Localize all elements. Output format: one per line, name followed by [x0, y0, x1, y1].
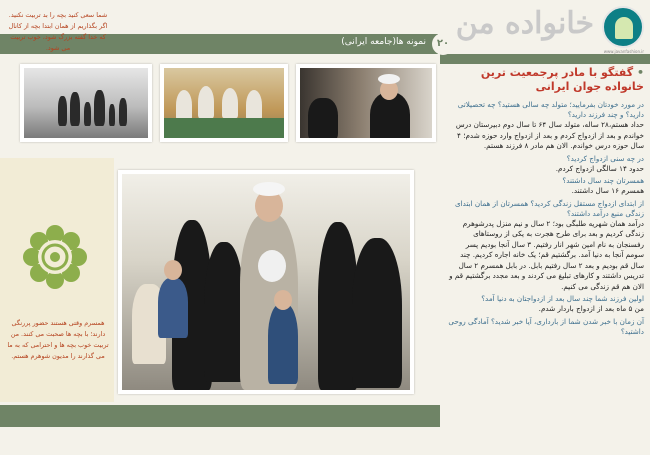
masthead	[440, 0, 650, 52]
sidebar-quote-bottom: همسرم وقتی هستند حضور پررنگی دارند؛ با بچه ها صحبت می کنند. من تربیت خوب بچه ها و احترامی که به ما می گذارند را مدیون شوهرم هستم.	[7, 319, 109, 360]
answer-5: من ۵ ماه بعد از ازدواج باردار شدم.	[538, 304, 644, 313]
family-silhouette-photo	[20, 64, 152, 142]
green-circle-logo-icon	[602, 6, 644, 48]
article-title-text: گفتگو با مادر پرجمعیت ترین خانواده جوان ایرانی	[480, 66, 644, 93]
question-6: آن زمان با خبر شدن شما از بارداری، آیا خبر شدید؟ آمادگی روحی داشتید؟	[448, 316, 644, 336]
classroom-children-photo	[160, 64, 288, 142]
masthead-title: خانواده من	[455, 6, 594, 41]
question-1: در مورد خودتان بفرمایید؛ متولد چه سالی هستید؟ چه تحصیلاتی دارید؟ و چند فرزند دارید؟	[457, 100, 644, 119]
answer-1: حداد هستم،۲۸ ساله، متولد سال ۶۴ تا سال دوم دبیرستان درس خواندم و بعد از ازدواج کردم و بعد از ازدواج وارد حوزه شدم؛ ۴ سال حوزه درس خواندم. الان هم مادر ۸ فرزند هستم.	[455, 120, 644, 150]
question-4: از ابتدای ازدواج مستقل زندگی کردید؟ همسرتان از همان ابتدای زندگی منبع درآمد داشتند؟	[455, 198, 644, 218]
title-bullet-icon: •	[636, 66, 644, 79]
article-title	[448, 66, 644, 94]
qa-list	[448, 100, 644, 337]
sidebar-quote-top: شما سعی کنید بچه را بد تربیت نکنید. اگر بگذاریم از همان ابتدا بچه از کانال که خدا گفته بزرگ شود، خوب تربیت می شود.	[8, 11, 108, 52]
cleric-praying-photo	[296, 64, 436, 142]
answer-2: حدود ۱۴ سالگی ازدواج کردم.	[555, 163, 644, 173]
page-number: ۲۰	[432, 33, 454, 55]
footer-bar	[0, 405, 440, 427]
question-5: اولین فرزند شما چند سال بعد از ازدواجتان به دنیا آمد؟	[481, 294, 644, 303]
section-label: نمونه ها(جامعه ایرانی)	[341, 37, 426, 47]
answer-4: درآمد همان شهریه طلبگی بود؛ ۲ سال و نیم منزل پدرشوهرم زندگی کردیم و بعد برای طرح هجرت به یکی از روستاهای رفسنجان به نام امین شهر انار رفتیم. ۳ سال آنجا بودیم پسر سومم آنجا به دنیا آمد. برگشتیم قم؛ یک خانه اجاره کردیم. چند سال قم بودیم و بعد ۲ سال رفتیم بابل. در بابل همسرم ۲ سال تدریس داشتند و کارهای تبلیغ می کردند و بعد مجدد برگشتیم قم و الان هم قم زندگی می کنیم.	[449, 218, 644, 291]
question-2: در چه سنی ازدواج کردید؟	[566, 153, 644, 163]
masthead-site: www.javanfashion.ir	[603, 49, 644, 54]
answer-3: همسرم ۱۶ سال داشتند.	[571, 186, 644, 195]
question-3: همسرتان چند سال داشتند؟	[562, 176, 644, 185]
family-main-photo	[118, 170, 414, 394]
interview-article	[448, 66, 644, 450]
green-floral-ornament-icon	[22, 224, 88, 290]
header-bar-right	[440, 54, 650, 64]
